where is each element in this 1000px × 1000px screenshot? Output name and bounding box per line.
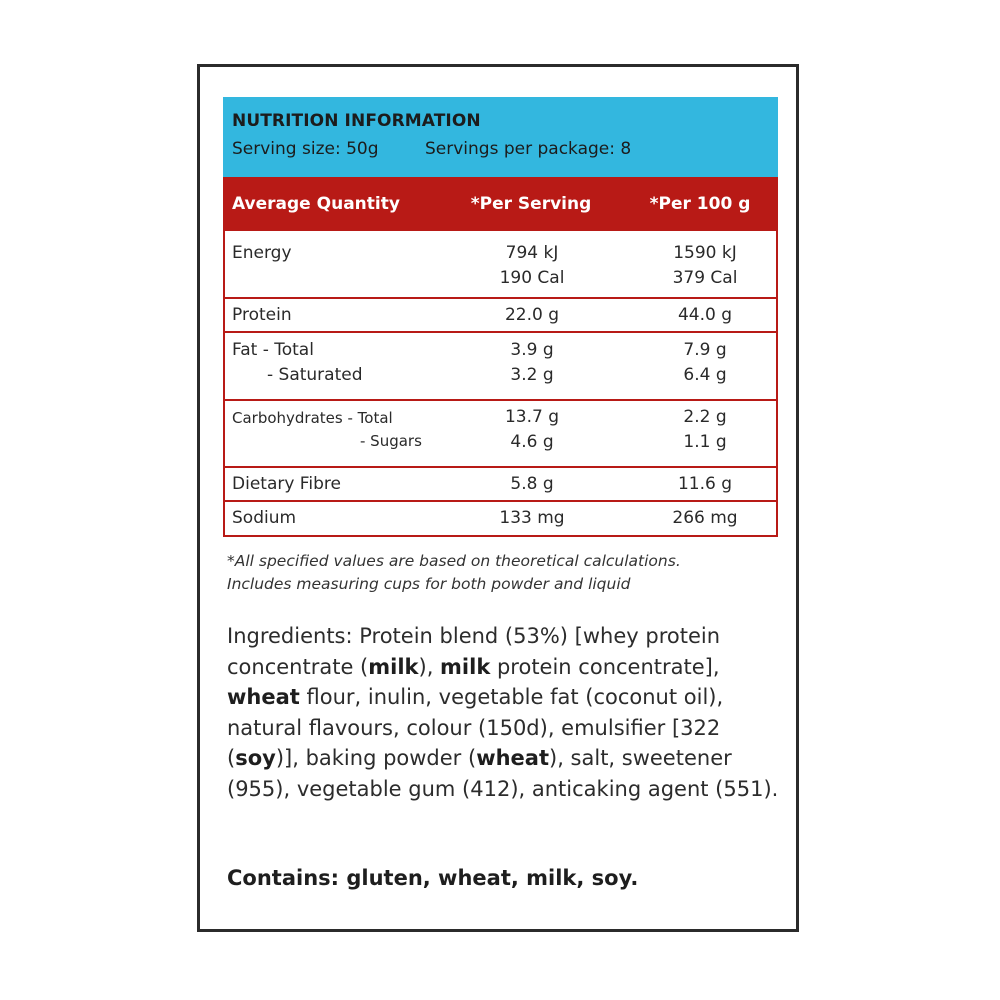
column-header-per-serving: *Per Serving bbox=[470, 194, 592, 214]
per-serving-value bbox=[477, 405, 587, 455]
fat-total-100g: 7.9 g bbox=[683, 340, 727, 360]
ingredients-part: ), salt, sweetener (955), vegetable gum (412), anticaking agent (551). bbox=[227, 746, 779, 801]
table-row-energy bbox=[225, 231, 776, 297]
ingredients-part: Ingredients: Protein blend (53%) [whey protein concentrate ( bbox=[227, 624, 721, 679]
carbs-total-label: Carbohydrates - Total bbox=[232, 409, 393, 427]
ingredients-part: )], baking powder ( bbox=[275, 746, 477, 771]
serving-size: Serving size: 50g bbox=[232, 139, 379, 159]
fat-saturated-serving: 3.2 g bbox=[510, 365, 554, 385]
nutrient-name: Sodium bbox=[232, 508, 297, 528]
panel-title: NUTRITION INFORMATION bbox=[232, 111, 481, 131]
carbs-sugars-serving: 4.6 g bbox=[510, 432, 554, 452]
per-serving-value: 22.0 g bbox=[504, 305, 560, 325]
table-header-row bbox=[225, 179, 776, 231]
allergen-highlight: milk bbox=[440, 654, 491, 679]
nutrient-name bbox=[232, 407, 422, 453]
fat-total-label: Fat - Total bbox=[232, 340, 314, 360]
nutrient-name: Protein bbox=[232, 305, 292, 325]
per-100g-value bbox=[645, 241, 765, 291]
per-100g-value: 266 mg bbox=[672, 508, 738, 528]
per-100g-value: 44.0 g bbox=[677, 305, 733, 325]
allergen-highlight: wheat bbox=[227, 685, 300, 710]
per-100g-value bbox=[645, 405, 765, 455]
fat-saturated-100g: 6.4 g bbox=[683, 365, 727, 385]
footnote-line-2: Includes measuring cups for both powder and liquid bbox=[227, 575, 631, 593]
energy-kj-serving: 794 kJ bbox=[505, 243, 559, 263]
ingredients-part: ), bbox=[418, 654, 441, 679]
footnote bbox=[227, 550, 787, 596]
nutrition-header bbox=[223, 97, 778, 177]
allergen-highlight: wheat bbox=[476, 746, 549, 771]
per-serving-value: 133 mg bbox=[499, 508, 565, 528]
allergen-contains-statement: Contains: gluten, wheat, milk, soy. bbox=[227, 866, 639, 890]
carbs-total-100g: 2.2 g bbox=[683, 407, 727, 427]
allergen-highlight: milk bbox=[368, 654, 419, 679]
serving-info bbox=[232, 139, 778, 159]
footnote-line-1: *All specified values are based on theoretical calculations. bbox=[227, 552, 681, 570]
fat-total-serving: 3.9 g bbox=[510, 340, 554, 360]
per-100g-value bbox=[645, 338, 765, 388]
nutrient-name: Dietary Fibre bbox=[232, 474, 341, 494]
energy-cal-serving: 190 Cal bbox=[499, 268, 565, 288]
allergen-highlight: soy bbox=[235, 746, 276, 771]
servings-per-package: Servings per package: 8 bbox=[425, 139, 632, 159]
energy-cal-100g: 379 Cal bbox=[672, 268, 738, 288]
column-header-per-100g: *Per 100 g bbox=[649, 194, 751, 214]
carbs-sugars-100g: 1.1 g bbox=[683, 432, 727, 452]
ingredients-part: protein concentrate], bbox=[490, 654, 720, 679]
carbs-total-serving: 13.7 g bbox=[504, 407, 560, 427]
energy-kj-100g: 1590 kJ bbox=[673, 243, 737, 263]
ingredients-text bbox=[227, 621, 782, 805]
column-header-quantity: Average Quantity bbox=[232, 194, 400, 214]
per-100g-value: 11.6 g bbox=[677, 474, 733, 494]
table-row-carbohydrates bbox=[225, 399, 776, 466]
per-serving-value: 5.8 g bbox=[510, 474, 554, 494]
table-row-fat bbox=[225, 331, 776, 399]
table-row-dietary-fibre bbox=[225, 466, 776, 500]
nutrient-name bbox=[232, 338, 363, 388]
per-serving-value bbox=[477, 241, 587, 291]
nutrition-table bbox=[223, 177, 778, 537]
table-row-sodium bbox=[225, 500, 776, 535]
nutrient-name: Energy bbox=[232, 243, 292, 263]
table-row-protein bbox=[225, 297, 776, 331]
per-serving-value bbox=[477, 338, 587, 388]
ingredients-part: flour, inulin, vegetable fat (coconut oil), natural flavours, colour (150d), emulsifier [322 ( bbox=[227, 685, 724, 771]
carbs-sugars-label: - Sugars bbox=[360, 432, 422, 450]
fat-saturated-label: - Saturated bbox=[267, 365, 363, 385]
